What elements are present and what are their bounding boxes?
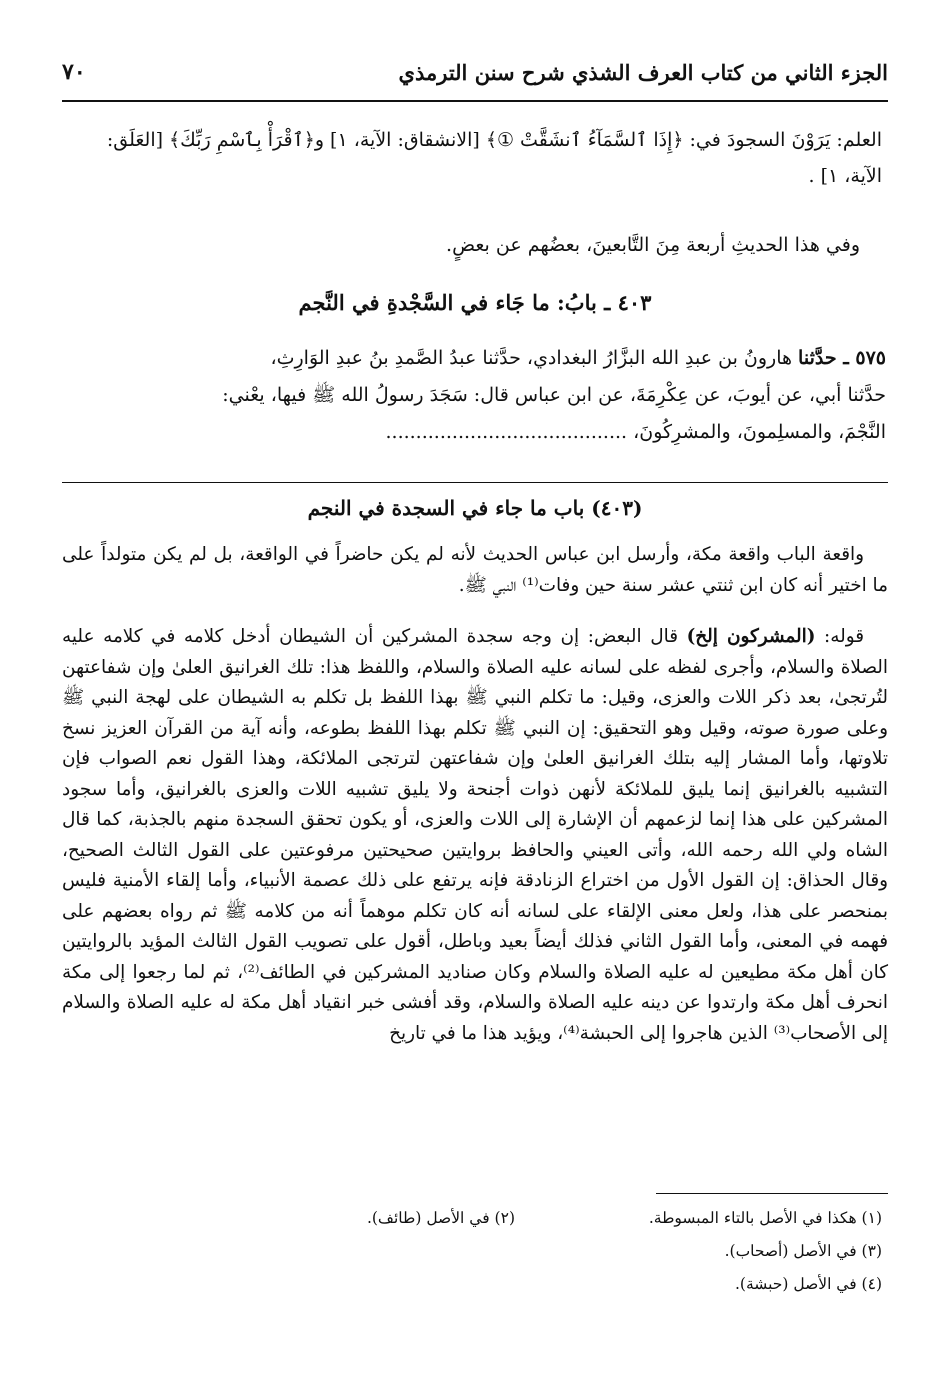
bab-heading: ٤٠٣ ـ بابُ: ما جَاء في السَّجْدةِ في النَّجم [298, 290, 652, 315]
hadith-line-2: حدَّثنا أبي، عن أيوبَ، عن عِكْرِمَةَ، عن ابن عباس قال: سَجَدَ رسولُ الله ﷺ فيها، يعْني: [222, 384, 886, 406]
hadith-text-1: هارونُ بن عبدِ الله البزَّارُ البغدادي، حدَّثنا عبدُ الصَّمدِ بنُ عبدِ الوَارِثِ، [270, 347, 799, 369]
page-header [62, 48, 888, 96]
section-divider [62, 482, 888, 483]
running-title: الجزء الثاني من كتاب العرف الشذي شرح سنن الترمذي [398, 59, 888, 85]
footnote-3: (٣) في الأصل (أصحاب). [724, 1242, 882, 1260]
header-rule [62, 100, 888, 102]
commentary-paragraph-2 [62, 622, 888, 1049]
commentary-heading: (٤٠٣) باب ما جاء في السجدة في النجم [307, 496, 643, 520]
commentary-text-1: واقعة الباب واقعة مكة، وأرسل ابن عباس الحديث لأنه لم يكن حاضراً في الواقعة، بل لم يكن متولداً على ما اختير أنه كان ابن ثنتي عشر سنة حين وفات⁽¹⁾ النبي ﷺ. [62, 544, 888, 596]
footnote-1: (١) هكذا في الأصل بالتاء المبسوطة. [648, 1209, 882, 1227]
tabiin-note: وفي هذا الحديثِ أربعة مِنَ التَّابعينَ، بعضُهم عن بعضٍ. [446, 234, 860, 256]
hadith-number: ٥٧٥ ـ حدَّثنا [798, 347, 886, 369]
commentary-lemma: (المشركون إلخ) [686, 626, 816, 647]
commentary-text-2: قال البعض: إن وجه سجدة المشركين أن الشيطان أدخل كلامه في كلامه عليه الصلاة والسلام، وأجرى لفظه على لسانه عليه الصلاة والسلام، واللفظ هذا: تلك الغرانيق العلىٰ وإن شفاعتهن لتُرتجىٰ، بعد ذكر اللات والعزى، وقيل: ما تكلم النبي ﷺ بهذا اللفظ بل تكلم به الشيطان على لهجة النبي ﷺ وعلى صورة صوته، وقيل وهو التحقيق: إن النبي ﷺ تكلم بهذا اللفظ بطوعه، وأنه آية من القرآن العزيز نسخ تلاوتها، وأما المشار إليه بتلك الغرانيق العلىٰ وإن شفاعتهن لترتجى الملائكة، وهذا القول نعم الصواب فإن التشبيه بالغرانيق إنما يليق للملائكة لأنهن ذوات أجنحة ولا يليق تشبيه اللات والعزى بالغرانيق، وأما سجود المشركين على هذا إنما لزعمهم أن الإشارة إلى اللات والعزى، أو يكون تحقق السجدة منهم بالجذبة، كما قال الشاه ولي الله رحمه الله، وأتى العيني والحافظ بروايتين صحيحتين مرفوعتين على القول الثالث الصحيح، وقال الحذاق: إن القول الأول من اختراع الزنادقة فإنه يرتفع على ذلك عصمة الأنبياء، وأما إلقاء الأمنية فليس بمنحصر على هذا، ولعل معنى الإلقاء على لسانه أنه كان تكلم موهماً أنه من كلامه ﷺ ثم رواه بعضهم على فهمه في المعنى، وأما القول الثاني فذلك أيضاً بعيد وباطل، أقول على تصويب القول الثالث المؤيد بالروايتين كان أهل مكة مطيعين له عليه الصلاة والسلام وكان صناديد المشركين في الطائف⁽²⁾، ثم لما رجعوا إلى مكة انحرف أهل مكة وارتدوا عن دينه عليه الصلاة والسلام، وقد أفشى خبر انقياد أهل مكة له عليه الصلاة والسلام إلى الأصحاب⁽³⁾ الذين هاجروا إلى الحبشة⁽⁴⁾، ويؤيد هذا ما في تاريخ [62, 626, 888, 1044]
page-number: ٧٠ [62, 59, 86, 85]
commentary-intro: قوله: [815, 626, 864, 647]
footnote-rule [656, 1193, 888, 1194]
footnote-2: (٢) في الأصل (طائف). [366, 1209, 515, 1227]
footnote-4: (٤) في الأصل (حبشة). [734, 1275, 882, 1293]
hadith-line-3: النَّجْمَ، والمسلِمونَ، والمشرِكُونَ، ........................................ [385, 421, 886, 443]
hadith-line-1 [68, 340, 886, 377]
matn-line-2: الآية، ١] . [808, 165, 882, 187]
commentary-paragraph-1 [62, 540, 888, 601]
matn-line-1: العلم: يَرَوْنَ السجودَ في: ﴿إِذَا ٱلسَّمَآءُ ٱنشَقَّتْ ①﴾ [الانشقاق: الآية، ١] و﴿ٱقْرَأْ بِٱسْمِ رَبِّكَ﴾ [العَلَق: [106, 129, 882, 151]
